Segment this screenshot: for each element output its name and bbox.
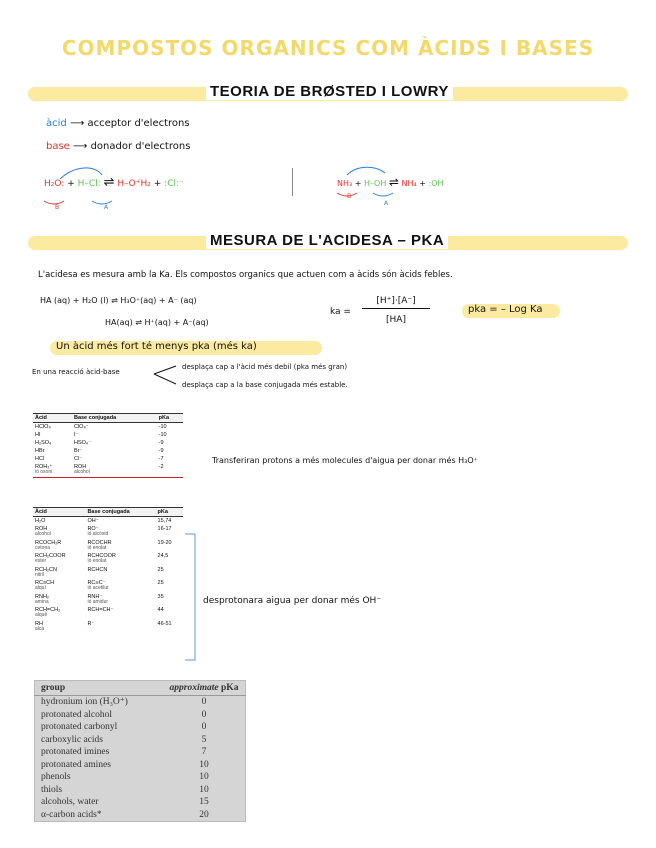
acid-def-text: acceptor d'electrons xyxy=(87,118,190,129)
cell-acid: H₂O xyxy=(35,518,46,524)
pka-label: pKa xyxy=(218,683,239,693)
base-def-text: donador d'electrons xyxy=(90,141,191,152)
col-group: group xyxy=(35,681,164,696)
cell-base xyxy=(85,593,155,607)
col-acid: Àcid xyxy=(33,414,72,423)
arrow-icon: ⟶ xyxy=(69,118,85,129)
water-molecule-2: H–OH xyxy=(364,179,387,188)
col-pka: pKa xyxy=(157,414,183,423)
cell-acid: H₂SO₄ xyxy=(35,440,52,447)
table-header-row xyxy=(35,681,246,696)
cell-pka: 10 xyxy=(199,772,209,782)
shift-stable-base: desplaça cap a la base conjugada més estable. xyxy=(182,381,348,389)
acid-subname: alcohol xyxy=(35,531,51,538)
base-formula: ROH xyxy=(73,464,87,471)
cell-acid xyxy=(33,463,72,477)
cell-pka: 0 xyxy=(201,709,207,720)
table-row xyxy=(35,771,246,784)
cell-base: ClO₄⁻ xyxy=(73,424,89,430)
stronger-acid-statement: Un àcid més fort té menys pka (més ka) xyxy=(56,341,257,352)
table-row xyxy=(33,423,183,432)
cell-base xyxy=(85,552,155,566)
approximate-label: approximate xyxy=(169,683,219,693)
acid-formula: RCOCH₂R xyxy=(35,539,62,546)
cell-base: I⁻ xyxy=(73,432,79,439)
electron-arrow-icon xyxy=(335,163,415,213)
cell-acid: HBr xyxy=(35,448,45,455)
acid-formula: RH xyxy=(35,620,43,627)
base-word: base xyxy=(46,141,70,152)
table-row xyxy=(33,593,183,607)
table-header-row xyxy=(33,508,183,517)
weak-acids-table xyxy=(33,507,183,633)
table-row xyxy=(33,463,183,477)
cell-pka: 20 xyxy=(199,809,209,820)
cell-pka: -10 xyxy=(158,432,167,439)
section-heading-bronsted: TEORIA DE BRØSTED I LOWRY xyxy=(206,83,453,100)
label-base: B xyxy=(55,204,60,211)
plus-sign: + xyxy=(419,179,426,188)
ammonium-product: NH₄ xyxy=(401,179,417,188)
cell-pka: -9 xyxy=(158,440,164,447)
cell-base: RCHCN xyxy=(87,566,108,573)
hcl-molecule: H–Cl: xyxy=(77,179,101,189)
base-formula: RCHCOOR xyxy=(87,553,116,560)
acid-subname: cetona xyxy=(35,544,51,551)
label-acid: A xyxy=(104,204,109,211)
ammonia-molecule: NH₃ xyxy=(337,179,353,188)
base-formula: RCOCHR xyxy=(87,539,112,546)
cell-group: hydronium ion (H₃O⁺) xyxy=(41,697,128,707)
cell-base: OH⁻ xyxy=(87,518,99,524)
table-row xyxy=(33,539,183,553)
table-row xyxy=(35,709,246,722)
ka-numerator: [H⁺]·[A⁻] xyxy=(362,296,430,309)
acid-subname: nitril xyxy=(35,571,45,578)
cell-acid xyxy=(33,620,85,634)
cell-acid xyxy=(33,525,85,539)
cell-base xyxy=(72,463,157,477)
equilibrium-arrow-icon: ⇌ xyxy=(388,175,399,189)
plus-sign: + xyxy=(354,179,362,188)
cell-pka: 35 xyxy=(157,593,164,600)
acid-formula: RCH₂CN xyxy=(35,566,57,573)
divider xyxy=(292,168,293,196)
ka-label: ka = xyxy=(330,307,351,317)
cell-pka: 24,5 xyxy=(157,553,169,560)
table-row xyxy=(33,579,183,593)
cell-acid xyxy=(33,552,85,566)
label-acid-2: A xyxy=(384,200,389,207)
base-subname: alcohol xyxy=(73,469,90,476)
plus-sign: + xyxy=(153,179,162,189)
table-row xyxy=(33,455,183,463)
cell-group: protonated imines xyxy=(41,747,110,757)
base-formula: RC≡C⁻ xyxy=(87,580,106,587)
cell-acid xyxy=(33,539,85,553)
equation-dissociation: HA(aq) ⇌ H⁺(aq) + A⁻(aq) xyxy=(105,318,209,327)
cell-base xyxy=(85,525,155,539)
equilibrium-arrow-icon: ⇌ xyxy=(103,175,115,190)
cell-group: phenols xyxy=(41,772,71,782)
table1-note: Transferiran protons a més molecules d'aigua per donar més H₃O⁺ xyxy=(212,456,478,465)
col-approx-pka xyxy=(163,681,246,696)
table-row xyxy=(33,517,183,526)
cell-acid xyxy=(33,579,85,593)
cell-acid xyxy=(33,566,85,580)
table-row xyxy=(35,759,246,772)
cell-base xyxy=(85,579,155,593)
cell-base: Br⁻ xyxy=(73,448,83,455)
cell-pka: 25 xyxy=(157,580,164,587)
cell-base: RCH=CH⁻ xyxy=(87,607,114,614)
cell-group: protonated carbonyl xyxy=(41,722,118,732)
cell-pka: 0 xyxy=(201,722,207,732)
cell-base: R⁻ xyxy=(87,620,95,627)
col-acid: Àcid xyxy=(33,508,85,517)
table-row xyxy=(33,606,183,620)
base-subname: ió amidur xyxy=(87,598,109,605)
acid-subname: ió oxoni xyxy=(35,469,53,476)
table-row xyxy=(35,721,246,734)
hydronium-product: H–O⁺H₂ xyxy=(117,179,151,189)
cell-pka: -9 xyxy=(158,448,164,455)
cell-acid xyxy=(33,593,85,607)
acid-definition xyxy=(46,118,190,129)
col-base: Base conjugada xyxy=(72,414,157,423)
cell-base xyxy=(85,539,155,553)
table-row xyxy=(33,525,183,539)
pka-formula: pka = – Log Ka xyxy=(468,304,543,315)
acid-formula: RCH=CH₂ xyxy=(35,607,61,614)
table-row xyxy=(33,431,183,439)
acid-formula: ROH xyxy=(35,526,48,533)
table-row xyxy=(33,439,183,447)
acid-formula: ROH₂⁺ xyxy=(35,464,53,471)
cell-pka: 46-51 xyxy=(157,620,172,627)
bracket-icon xyxy=(183,532,199,664)
page-title: COMPOSTOS ORGANICS COM ÀCIDS I BASES xyxy=(61,36,595,60)
col-base: Base conjugada xyxy=(85,508,155,517)
approximate-pka-table xyxy=(34,680,246,822)
chloride-product: :Cl:⁻ xyxy=(164,179,184,189)
table-row xyxy=(33,620,183,634)
table2-note: desprotonara aigua per donar més OH⁻ xyxy=(203,596,382,606)
table-row xyxy=(33,566,183,580)
cell-pka: -10 xyxy=(158,424,167,430)
cell-pka: 10 xyxy=(199,759,209,770)
section-heading-acidesa: MESURA DE L'ACIDESA – PKA xyxy=(206,232,448,249)
cell-group: α-carbon acids* xyxy=(41,809,102,820)
base-subname: ió enolat xyxy=(87,558,107,565)
table-row xyxy=(35,796,246,809)
branch-arrow-icon xyxy=(152,362,180,388)
plus-sign: + xyxy=(67,179,75,189)
strong-acids-table xyxy=(33,413,183,478)
cell-group: thiols xyxy=(41,784,63,795)
cell-pka: 15,74 xyxy=(157,518,172,524)
arrow-icon: ⟶ xyxy=(73,141,88,152)
table-row xyxy=(35,746,246,759)
ka-denominator: [HA] xyxy=(386,315,406,325)
acid-subname: alcà xyxy=(35,625,45,632)
table-row xyxy=(35,784,246,797)
cell-pka: -2 xyxy=(158,464,164,471)
cell-group: carboxylic acids xyxy=(41,734,103,745)
hydroxide-product: :OH xyxy=(428,179,444,188)
cell-pka: 0 xyxy=(201,697,207,707)
base-definition xyxy=(46,141,190,152)
cell-pka: 16-17 xyxy=(157,526,172,533)
base-subname: ió acetilur xyxy=(87,585,109,592)
cell-acid xyxy=(33,606,85,620)
equation-water: HA (aq) + H₂O (l) ⇌ H₃O⁺(aq) + A⁻ (aq) xyxy=(40,296,197,305)
table-header-row xyxy=(33,414,183,423)
cell-group: protonated amines xyxy=(41,759,111,770)
reaction-intro: En una reacció àcid-base xyxy=(32,368,120,376)
table-row xyxy=(35,696,246,709)
acidity-intro: L'acidesa es mesura amb la Ka. Els compostos organics que actuen com a àcids són àcids febles. xyxy=(38,270,453,280)
col-pka: pKa xyxy=(156,508,183,517)
table-row xyxy=(33,552,183,566)
cell-acid: HClO₄ xyxy=(35,424,51,430)
table-row xyxy=(35,734,246,747)
acid-subname: alquè xyxy=(35,612,48,619)
cell-pka: 44 xyxy=(157,607,164,614)
acid-formula: RCH₂COOR xyxy=(35,553,66,560)
cell-pka: 10 xyxy=(199,784,209,795)
cell-group: alcohols, water xyxy=(41,797,99,807)
cell-pka: 5 xyxy=(201,734,207,745)
base-formula: RO⁻ xyxy=(87,526,99,533)
cell-pka: 7 xyxy=(201,747,207,757)
acid-subname: ester xyxy=(35,558,47,565)
cell-acid: HI xyxy=(35,432,41,439)
label-base-2: B xyxy=(347,193,352,200)
base-formula: RNH⁻ xyxy=(87,593,103,600)
water-molecule: H₂O: xyxy=(44,179,65,189)
cell-pka: 19-20 xyxy=(157,539,172,546)
acid-subname: alquí xyxy=(35,585,46,592)
acid-word: àcid xyxy=(46,118,67,129)
cell-pka: 25 xyxy=(157,566,164,573)
table-row xyxy=(33,447,183,455)
base-subname: ió alcòxid xyxy=(87,531,109,538)
base-subname: ió enolat xyxy=(87,544,107,551)
shift-weaker-acid: desplaça cap a l'àcid més debil (pka més gran) xyxy=(182,363,348,371)
cell-base: Cl⁻ xyxy=(73,456,83,463)
cell-base: HSO₄⁻ xyxy=(73,440,92,447)
acid-subname: amina xyxy=(35,598,49,605)
acid-formula: RC≡CH xyxy=(35,580,55,587)
table-row xyxy=(35,809,246,822)
cell-group: protonated alcohol xyxy=(41,709,112,720)
acid-formula: RNH₂ xyxy=(35,593,50,600)
cell-acid: HCl xyxy=(35,456,45,463)
cell-pka: 15 xyxy=(199,797,209,807)
cell-pka: -7 xyxy=(158,456,164,463)
